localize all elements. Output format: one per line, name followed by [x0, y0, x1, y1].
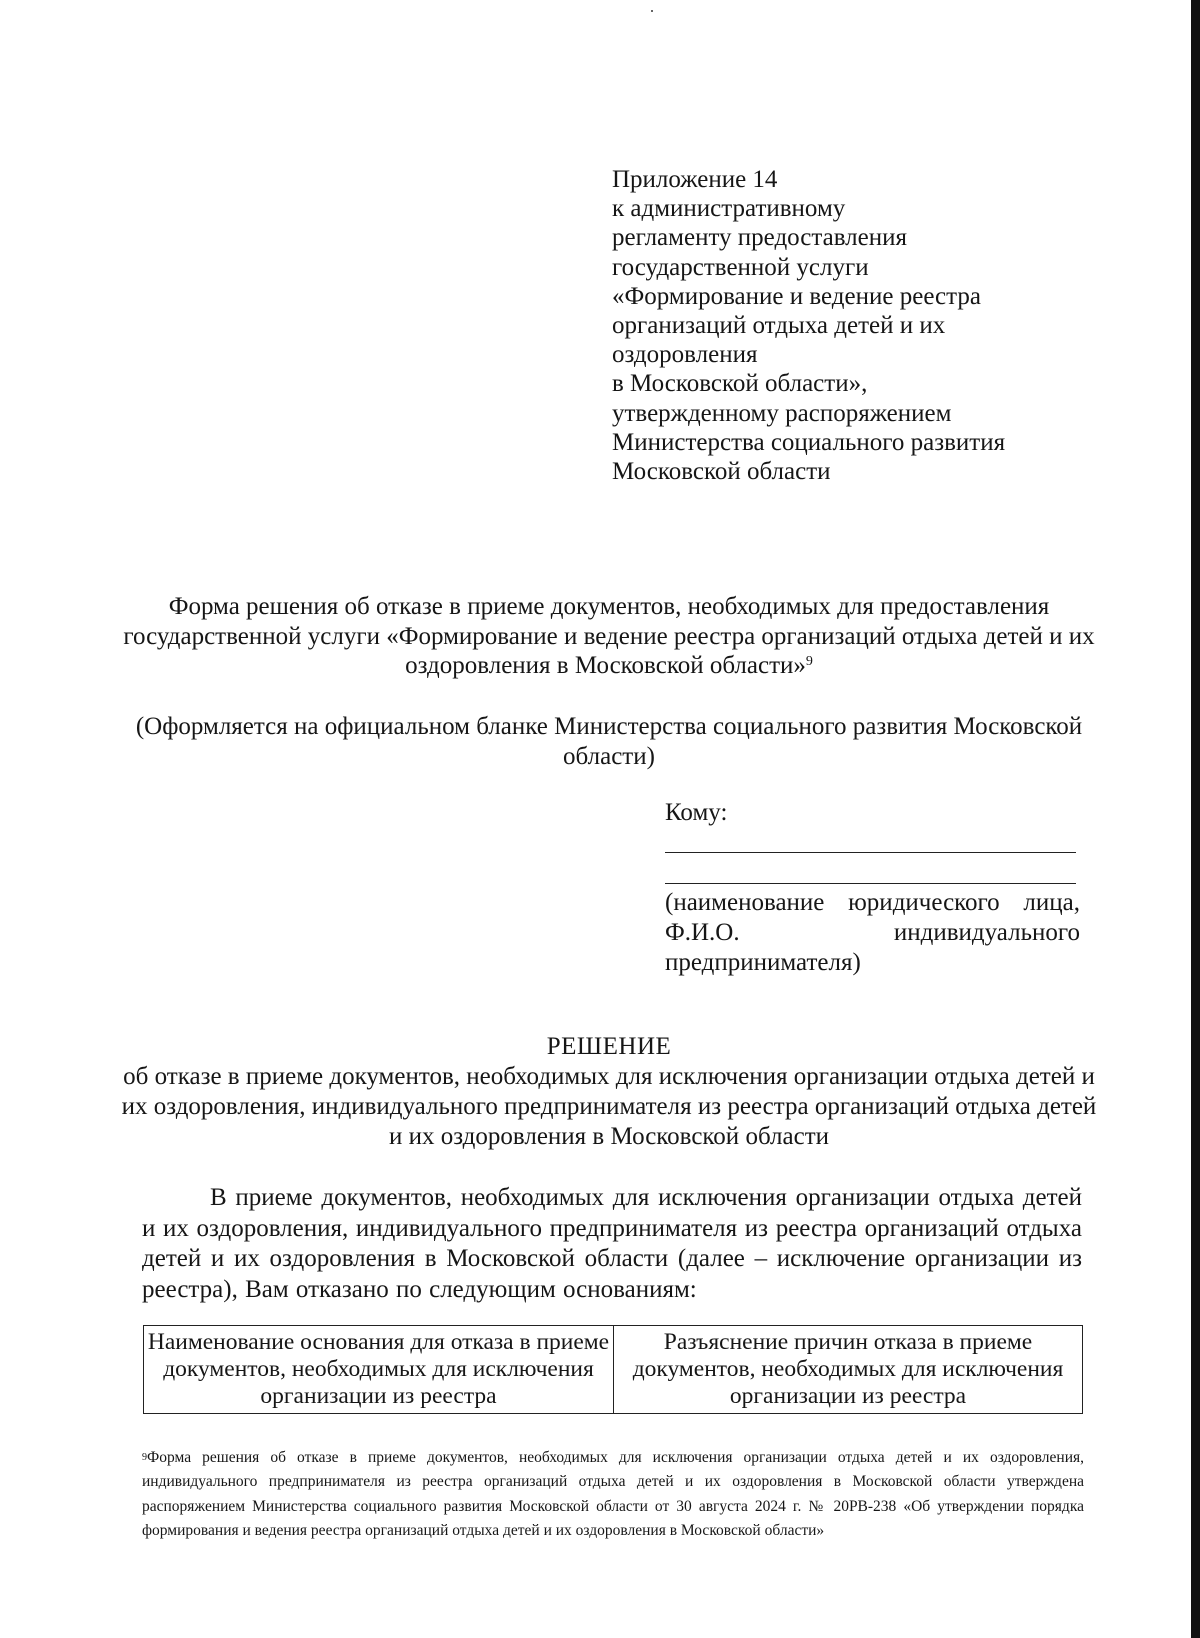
table-header-explanation: Разъяснение причин отказа в приеме документов, необходимых для исключения организации из реестра	[613, 1326, 1082, 1413]
footnote-text: Форма решения об отказе в приеме документов, необходимых для исключения организации отдыха детей и их оздоровления, индивидуального предпринимателя из реестра организаций отдыха детей и их оздоровления в Московской области утверждена распоряжением Министерства социального развития Московской области от 30 августа 2024 г. № 20РВ-238 «Об утверждении порядка формирования и ведения реестра организаций отдыха детей и их оздоровления в Московской области»	[142, 1449, 1084, 1539]
approval-line: в Московской области»,	[612, 370, 868, 398]
recipient-line-1	[665, 852, 1076, 853]
form-title	[120, 592, 1098, 681]
approval-line: оздоровления	[612, 341, 758, 369]
refusal-table	[143, 1325, 1083, 1414]
approval-line: к административному	[612, 195, 846, 223]
footnote	[142, 1446, 1084, 1543]
table-header-reason: Наименование основания для отказа в приеме документов, необходимых для исключения организации из реестра	[147, 1329, 610, 1409]
scan-speck	[651, 10, 653, 12]
approval-line: Министерства социального развития	[612, 428, 1006, 456]
decision-title: РЕШЕНИЕ	[546, 1033, 672, 1060]
approval-block	[612, 165, 1092, 486]
approval-line: утвержденному распоряжением	[612, 399, 952, 427]
footnote-mark: 9	[142, 1452, 147, 1463]
approval-line: Приложение 14	[612, 166, 778, 193]
recipient-caption-text: (наименование юридического лица, Ф.И.О. индивидуального	[665, 889, 1080, 946]
recipient-line-2	[665, 883, 1076, 884]
approval-line: государственной услуги	[612, 253, 869, 281]
decision-subtitle: об отказе в приеме документов, необходимых для исключения организации отдыха детей и их оздоровления, индивидуального предпринимателя из реестра организаций отдыха детей и их оздоровления в Московской области	[121, 1063, 1097, 1150]
blank-note: (Оформляется на официальном бланке Министерства социального развития Московской области)	[135, 713, 1083, 770]
recipient-caption-last: предпринимателя)	[665, 949, 861, 976]
recipient-label: Кому:	[665, 799, 728, 826]
approval-line: «Формирование и ведение реестра	[612, 282, 981, 310]
approval-line: регламенту предоставления	[612, 224, 908, 252]
body-paragraph: В приеме документов, необходимых для исключения организации отдыха детей и их оздоровления, индивидуального предпринимателя из реестра организаций отдыха детей и их оздоровления в Московской области (далее – исключение организации из реестра), Вам отказано по следующим основаниям:	[142, 1184, 1082, 1303]
scan-edge	[1191, 0, 1200, 1638]
approval-line: Московской области	[612, 458, 831, 486]
form-title-footnote-mark: 9	[805, 654, 813, 669]
decision-heading	[120, 1032, 1098, 1152]
form-title-text: Форма решения об отказе в приеме документов, необходимых для предоставления государственной услуги «Формирование и ведение реестра организаций отдыха детей и их оздоровления в Московской области»	[123, 593, 1095, 679]
recipient-caption	[665, 888, 1080, 978]
approval-line: организаций отдыха детей и их	[612, 312, 946, 340]
